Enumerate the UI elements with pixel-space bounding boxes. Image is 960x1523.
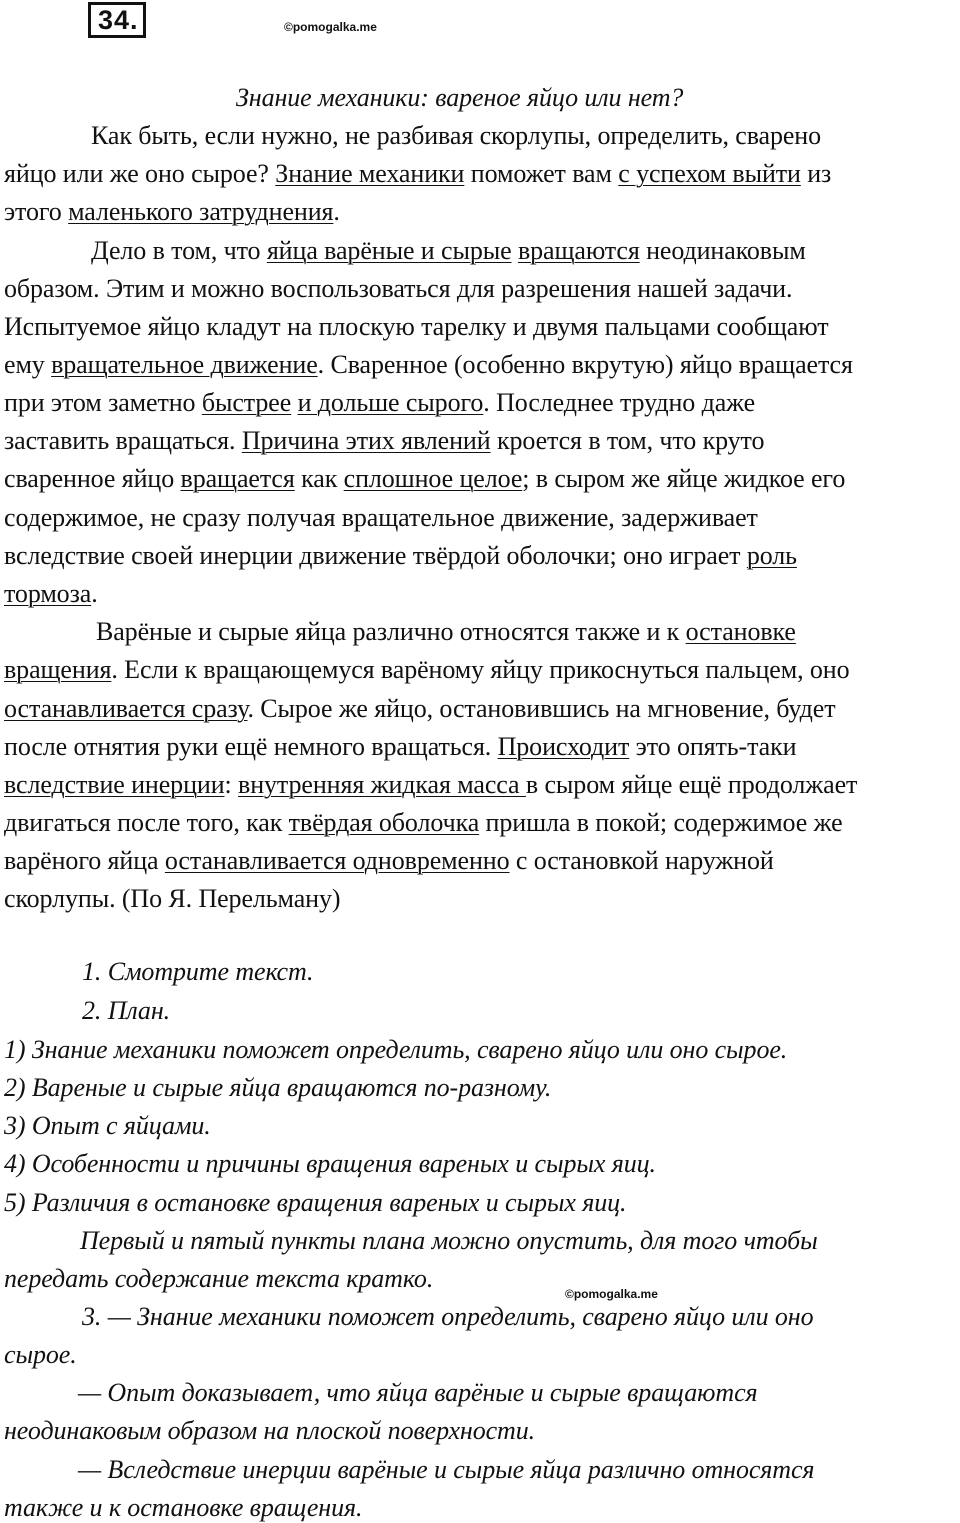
text-fragment: после отнятия руки ещё немного вращаться. xyxy=(4,732,498,761)
text-line xyxy=(4,388,755,418)
answer-line: неодинаковым образом на плоской поверхности. xyxy=(4,1416,536,1445)
answer-line: — Вследствие инерции варёные и сырые яйца различно относятся xyxy=(78,1455,815,1484)
answer-line: 1) Знание механики поможет определить, сварено яйцо или оно сырое. xyxy=(4,1035,788,1064)
text-fragment: . xyxy=(333,197,340,226)
answer-line: 3) Опыт с яйцами. xyxy=(4,1111,211,1140)
answer-line: Первый и пятый пункты плана можно опустить, для того чтобы xyxy=(80,1226,818,1255)
answer-line: 4) Особенности и причины вращения вареных и сырых яиц. xyxy=(4,1149,656,1178)
text-line xyxy=(4,464,845,494)
text-fragment: поможет вам xyxy=(464,159,619,188)
text-fragment: яйцо или же оно сырое? xyxy=(4,159,276,188)
underlined-phrase: маленького затруднения xyxy=(68,197,334,226)
text-line xyxy=(4,503,758,533)
text-fragment: с остановкой наружной xyxy=(509,846,774,875)
answer-line: — Опыт доказывает, что яйца варёные и сырые вращаются xyxy=(78,1378,758,1407)
underlined-phrase: и дольше сырого xyxy=(297,388,484,417)
underlined-phrase: вращается xyxy=(180,464,295,493)
answer-line: передать содержание текста кратко. xyxy=(4,1264,434,1293)
underlined-phrase: вследствие инерции xyxy=(4,770,225,799)
text-fragment: ему xyxy=(4,350,52,379)
text-fragment: в сыром яйце ещё продолжает xyxy=(525,770,858,799)
text-fragment: варёного яйца xyxy=(4,846,165,875)
answer-line: 3. — Знание механики поможет определить, сварено яйцо или оно xyxy=(82,1302,814,1331)
text-fragment: при этом заметно xyxy=(4,388,202,417)
watermark: ©pomogalka.me xyxy=(284,20,377,34)
text-line xyxy=(4,541,797,571)
underlined-phrase: тормоза xyxy=(4,579,92,608)
text-line xyxy=(4,350,853,380)
underlined-phrase: останавливается сразу xyxy=(4,694,248,723)
text-fragment: Варёные и сырые яйца различно относятся также и к xyxy=(96,617,686,646)
text-fragment: это опять-таки xyxy=(629,732,797,761)
text-fragment: сваренное яйцо xyxy=(4,464,181,493)
text-fragment: из xyxy=(800,159,832,188)
text-fragment: ; в сыром же яйце жидкое его xyxy=(522,464,846,493)
text-fragment: скорлупы. (По Я. Перельману) xyxy=(4,884,341,913)
text-fragment: заставить вращаться. xyxy=(4,426,242,455)
text-line xyxy=(4,846,774,876)
underlined-phrase: сплошное целое xyxy=(343,464,523,493)
watermark: ©pomogalka.me xyxy=(565,1287,658,1301)
text-fragment: двигаться после того, как xyxy=(4,808,289,837)
underlined-phrase: с успехом выйти xyxy=(618,159,801,188)
text-fragment: . Сваренное (особенно вкрутую) яйцо вращается xyxy=(317,350,853,379)
underlined-phrase: Происходит xyxy=(497,732,630,761)
text-fragment: как xyxy=(294,464,344,493)
text-fragment: . xyxy=(91,579,98,608)
text-line xyxy=(4,312,828,342)
underlined-phrase: останавливается одновременно xyxy=(164,846,510,875)
text-line xyxy=(4,159,831,189)
underlined-phrase: твёрдая оболочка xyxy=(288,808,480,837)
text-line xyxy=(4,274,792,304)
underlined-phrase: вращаются xyxy=(517,236,640,265)
underlined-phrase: Причина этих явлений xyxy=(241,426,491,455)
text-line xyxy=(4,694,835,724)
underlined-phrase: вращения xyxy=(4,655,112,684)
text-fragment: . Последнее трудно даже xyxy=(483,388,756,417)
text-line xyxy=(4,770,857,800)
text-fragment: образом. Этим и можно воспользоваться для разрешения нашей задачи. xyxy=(4,274,793,303)
text-fragment: неодинаковым xyxy=(639,236,806,265)
text-fragment: Испытуемое яйцо кладут на плоскую тарелку и двумя пальцами сообщают xyxy=(4,312,829,341)
answer-line: также и к остановке вращения. xyxy=(4,1493,363,1522)
text-line xyxy=(4,808,843,838)
underlined-phrase: остановке xyxy=(685,617,796,646)
text-fragment: пришла в покой; содержимое же xyxy=(479,808,843,837)
underlined-phrase: вращательное движение xyxy=(51,350,318,379)
underlined-phrase: быстрее xyxy=(201,388,292,417)
text-line xyxy=(4,426,764,456)
answer-line: 2. План. xyxy=(82,996,171,1025)
text-fragment: содержимое, не сразу получая вращательное движение, задерживает xyxy=(4,503,758,532)
text-line xyxy=(4,197,340,227)
text-fragment: этого xyxy=(4,197,69,226)
text-fragment: кроется в том, что круто xyxy=(490,426,765,455)
text-line xyxy=(4,732,796,762)
task-number: 34. xyxy=(88,2,146,38)
text-fragment: . Если к вращающемуся варёному яйцу прикоснуться пальцем, оно xyxy=(111,655,850,684)
text-line xyxy=(91,121,821,151)
underlined-phrase: Знание механики xyxy=(275,159,465,188)
text-fragment: Дело в том, что xyxy=(91,236,267,265)
text-line xyxy=(91,236,806,266)
underlined-phrase: яйца варёные и сырые xyxy=(266,236,512,265)
answer-line: сырое. xyxy=(4,1340,77,1369)
text-line xyxy=(4,579,98,609)
underlined-phrase: роль xyxy=(746,541,797,570)
text-fragment: Как быть, если нужно, не разбивая скорлупы, определить, сварено xyxy=(91,121,822,150)
text-fragment: . Сырое же яйцо, остановившись на мгновение, будет xyxy=(247,694,836,723)
text-fragment: : xyxy=(224,770,239,799)
text-title: Знание механики: вареное яйцо или нет? xyxy=(236,83,684,112)
answer-line: 2) Вареные и сырые яйца вращаются по-разному. xyxy=(4,1073,552,1102)
underlined-phrase: внутренняя жидкая масса xyxy=(238,770,526,799)
answer-line: 5) Различия в остановке вращения вареных и сырых яиц. xyxy=(4,1188,627,1217)
answer-line: 1. Смотрите текст. xyxy=(82,957,314,986)
text-line xyxy=(4,884,340,914)
text-line xyxy=(4,655,850,685)
text-fragment: вследствие своей инерции движение твёрдой оболочки; оно играет xyxy=(4,541,747,570)
text-line xyxy=(96,617,796,647)
